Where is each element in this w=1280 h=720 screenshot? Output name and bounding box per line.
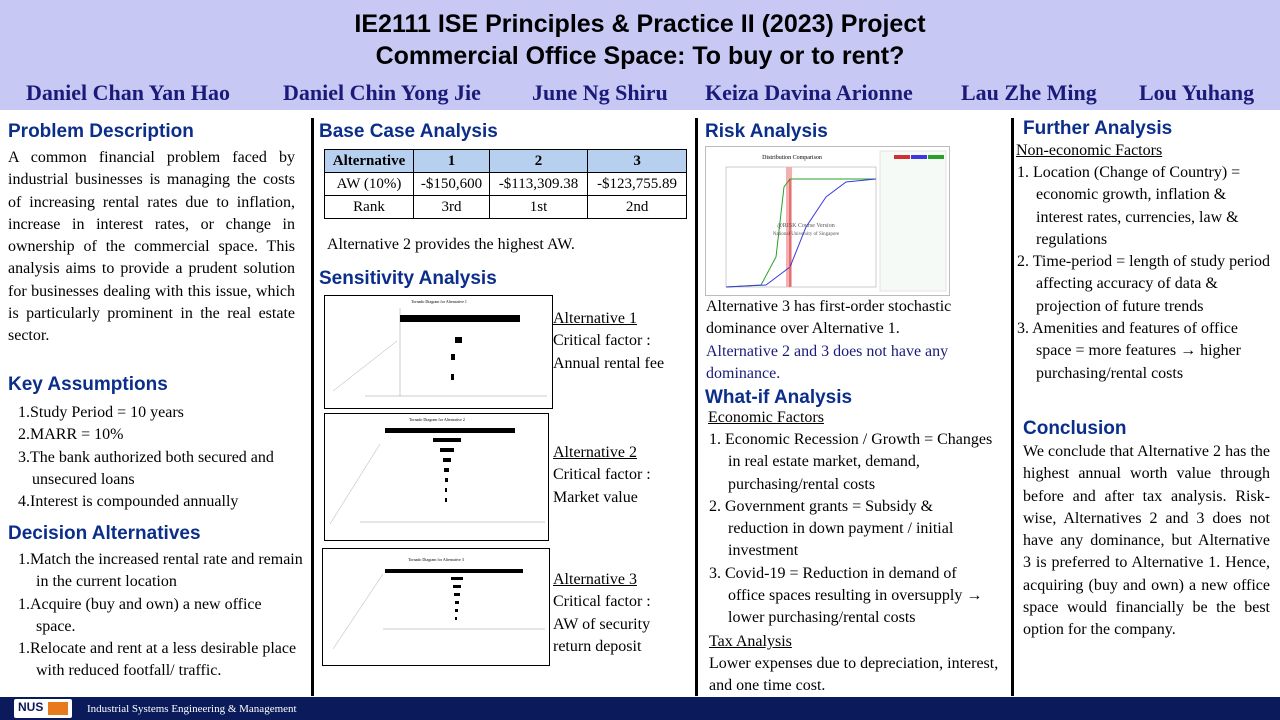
column-divider <box>695 118 698 696</box>
table-header-cell: 2 <box>489 150 587 173</box>
tornado-bar <box>454 593 460 596</box>
problem-text: A common financial problem faced by industrial businesses is managing the costs of increasing rental rates due to inflation, increase in interest rates, or change in ownership of the commercial space. This analysis aims to provide a prudent solution for businesses dealing with this issue, which is particularly prominent in the real estate sector. <box>8 149 295 345</box>
problem-heading: Problem Description <box>8 121 194 142</box>
tornado-bar <box>451 577 463 580</box>
author-name: Daniel Chin Yong Jie <box>283 80 481 105</box>
tax-analysis-text: Lower expenses due to depreciation, interest, and one time cost. <box>709 655 999 695</box>
tornado-chart-svg <box>323 549 549 665</box>
tornado-chart-svg <box>325 296 552 408</box>
chart-watermark: @RISK Course Version <box>777 223 835 229</box>
table-cell: 1st <box>489 196 587 219</box>
sensitivity-line: return deposit <box>553 637 642 655</box>
base-case-heading: Base Case Analysis <box>319 121 498 142</box>
table-cell: AW (10%) <box>325 173 414 196</box>
list-item: 1. Location (Change of Country) = economic growth, inflation & interest rates, currencies, law & regulations <box>1017 164 1241 248</box>
chart-title: Tornado Diagram for Alternative 3 <box>408 557 464 562</box>
assumptions-list <box>18 402 303 513</box>
list-item: 1.Acquire (buy and own) a new office space. <box>18 595 262 635</box>
column-divider <box>311 118 314 696</box>
tornado-bar <box>451 374 454 380</box>
author-name: Keiza Davina Arionne <box>705 80 913 105</box>
risk-chart-svg <box>706 147 949 295</box>
author-name: Lou Yuhang <box>1139 80 1255 105</box>
further-heading: Further Analysis <box>1023 118 1173 139</box>
tornado-bar <box>445 488 447 492</box>
tornado-bar <box>451 354 455 360</box>
table-header-cell: Alternative <box>325 150 414 173</box>
table-cell: 2nd <box>588 196 687 219</box>
assumptions-heading: Key Assumptions <box>8 374 168 395</box>
tornado-bar <box>433 438 461 442</box>
author-name: June Ng Shiru <box>532 80 668 105</box>
chart-title: Tornado Diagram for Alternative 2 <box>409 417 465 422</box>
tornado-bar <box>443 458 451 462</box>
further-list <box>1017 162 1275 385</box>
table-header-row <box>325 150 687 173</box>
chart-label-stub <box>330 444 380 524</box>
chart-watermark: National University of Singapore <box>772 232 840 237</box>
sensitivity-text-alt1 <box>553 308 664 375</box>
table-row <box>325 196 687 219</box>
sensitivity-heading: Sensitivity Analysis <box>319 268 497 289</box>
tornado-bar <box>445 498 447 502</box>
nus-logo <box>14 699 72 718</box>
chart-label-stub <box>333 341 397 391</box>
sensitivity-line: Market value <box>553 488 638 506</box>
list-item: 1.Study Period = 10 years <box>18 404 184 421</box>
sensitivity-line: Critical factor : <box>553 593 651 611</box>
list-item: 4.Interest is compounded annually <box>18 493 239 511</box>
tornado-bar <box>385 569 523 573</box>
sensitivity-alt-label: Alternative 1 <box>553 310 637 327</box>
tornado-chart-svg <box>325 414 548 540</box>
list-item: 3. Covid-19 = Reduction in demand of office spaces resulting in oversupply → lower purchasing/rental costs <box>709 564 983 627</box>
risk-heading: Risk Analysis <box>705 121 828 142</box>
conclusion-text: We conclude that Alternative 2 has the highest annual worth value through before and after tax analysis. Risk-wise, Alternatives 2 and 3 does not have any dominance, but Alternative 3 is preferred to Alternative 1. Hence, acquiring (buy and own) a new office space would financially be the best option for the company. <box>1023 443 1270 639</box>
sensitivity-line: AW of security <box>553 615 651 633</box>
sensitivity-alt-label: Alternative 2 <box>553 444 637 461</box>
poster-title-line2: Commercial Office Space: To buy or to rent? <box>375 42 905 70</box>
list-item: 2.MARR = 10% <box>18 426 124 444</box>
sensitivity-line: Critical factor : <box>553 466 651 484</box>
risk-text-2: Alternative 2 and 3 does not have any dominance. <box>706 343 949 383</box>
tornado-bar <box>455 609 458 612</box>
list-item: 1.Match the increased rental rate and remain in the current location <box>18 551 303 591</box>
non-economic-heading: Non-economic Factors <box>1016 142 1163 159</box>
table-cell: -$150,600 <box>414 173 490 196</box>
tax-analysis-heading: Tax Analysis <box>709 633 792 650</box>
tornado-chart-alt3 <box>322 548 550 666</box>
table-row <box>325 173 687 196</box>
stats-header-swatch <box>894 155 910 159</box>
table-header-cell: 1 <box>414 150 490 173</box>
chart-title: Distribution Comparison <box>762 155 822 161</box>
alternatives-list <box>18 549 305 683</box>
tornado-bar <box>455 601 459 604</box>
table-cell: -$123,755.89 <box>588 173 687 196</box>
tornado-bar <box>455 617 457 620</box>
base-case-note: Alternative 2 provides the highest AW. <box>327 236 575 253</box>
sensitivity-line: Critical factor : <box>553 332 651 350</box>
stats-header-swatch <box>928 155 944 159</box>
table-cell: 3rd <box>414 196 490 219</box>
column-divider <box>1011 118 1014 696</box>
table-header-cell: 3 <box>588 150 687 173</box>
tornado-bar <box>453 585 461 588</box>
conclusion-heading: Conclusion <box>1023 418 1127 439</box>
poster-title-line1: IE2111 ISE Principles & Practice II (2023) Project <box>354 10 926 38</box>
base-case-table <box>324 149 687 219</box>
alternatives-heading: Decision Alternatives <box>8 523 201 544</box>
tornado-chart-alt1 <box>324 295 553 409</box>
sensitivity-text-alt3 <box>553 569 651 658</box>
author-name: Daniel Chan Yan Hao <box>26 80 230 105</box>
nus-logo-mark <box>48 702 68 715</box>
table-cell: -$113,309.38 <box>489 173 587 196</box>
chart-title: Tornado Diagram for Alternative 1 <box>411 299 467 304</box>
tornado-bar <box>440 448 454 452</box>
list-item: 3. Amenities and features of office space = more features → higher purchasing/rental costs <box>1017 320 1241 382</box>
chart-label-stub <box>333 574 383 649</box>
risk-text-1: Alternative 3 has first-order stochastic dominance over Alternative 1. <box>706 298 952 338</box>
whatif-heading: What-if Analysis <box>705 387 853 408</box>
list-item: 2. Time-period = length of study period affecting accuracy of data & projection of future trends <box>1017 253 1271 315</box>
list-item: 1.Relocate and rent at a less desirable place with reduced footfall/ traffic. <box>18 640 297 680</box>
risk-distribution-chart <box>705 146 950 296</box>
list-item: 2. Government grants = Subsidy & reduction in down payment / initial investment <box>709 497 954 560</box>
list-item: 3.The bank authorized both secured and unsecured loans <box>18 448 274 488</box>
stats-header-swatch <box>911 155 927 159</box>
tornado-bar <box>385 428 515 433</box>
footer-department: Industrial Systems Engineering & Management <box>87 703 297 715</box>
sensitivity-line: Annual rental fee <box>553 354 665 372</box>
tornado-bar <box>400 315 520 322</box>
econ-factors-heading: Economic Factors <box>708 409 824 426</box>
whatif-list <box>709 429 994 630</box>
table-cell: Rank <box>325 196 414 219</box>
tornado-bar <box>455 337 462 343</box>
stats-table <box>880 151 946 291</box>
author-name: Lau Zhe Ming <box>961 80 1097 105</box>
tornado-chart-alt2 <box>324 413 549 541</box>
nus-logo-text: NUS <box>18 700 44 714</box>
tornado-bar <box>444 468 449 472</box>
sensitivity-alt-label: Alternative 3 <box>553 571 637 588</box>
tornado-bar <box>445 478 448 482</box>
list-item: 1. Economic Recession / Growth = Changes in real estate market, demand, purchasing/rental costs <box>709 431 993 493</box>
sensitivity-text-alt2 <box>553 442 651 509</box>
